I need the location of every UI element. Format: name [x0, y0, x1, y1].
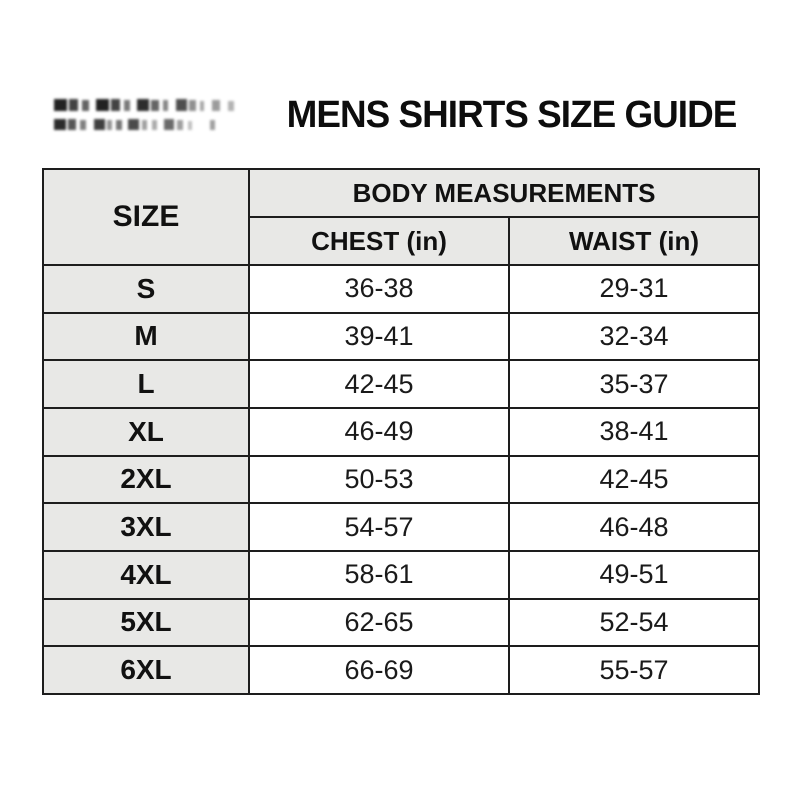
chest-cell: 66-69: [249, 646, 509, 694]
table-row: [43, 551, 759, 599]
page-title: MENS SHIRTS SIZE GUIDE: [286, 93, 737, 136]
chest-cell: 39-41: [249, 313, 509, 361]
size-cell: 2XL: [43, 456, 249, 504]
waist-column-header: WAIST (in): [509, 217, 759, 265]
table-row: [43, 360, 759, 408]
size-guide-table: [42, 168, 760, 695]
waist-cell: 29-31: [509, 265, 759, 313]
size-cell: 3XL: [43, 503, 249, 551]
size-cell: 4XL: [43, 551, 249, 599]
table-group-header-row: [43, 169, 759, 217]
waist-cell: 52-54: [509, 599, 759, 647]
size-cell: 6XL: [43, 646, 249, 694]
size-column-header: SIZE: [43, 169, 249, 265]
chest-column-header: CHEST (in): [249, 217, 509, 265]
table-row: [43, 503, 759, 551]
chest-cell: 62-65: [249, 599, 509, 647]
size-guide-table-container: [42, 168, 758, 695]
waist-cell: 42-45: [509, 456, 759, 504]
chest-cell: 46-49: [249, 408, 509, 456]
size-cell: XL: [43, 408, 249, 456]
table-row: [43, 408, 759, 456]
chest-cell: 50-53: [249, 456, 509, 504]
chest-cell: 42-45: [249, 360, 509, 408]
table-row: [43, 313, 759, 361]
waist-cell: 38-41: [509, 408, 759, 456]
waist-cell: 49-51: [509, 551, 759, 599]
waist-cell: 32-34: [509, 313, 759, 361]
table-row: [43, 265, 759, 313]
size-cell: M: [43, 313, 249, 361]
blurred-brand-logo: [52, 91, 257, 139]
chest-cell: 58-61: [249, 551, 509, 599]
table-row: [43, 456, 759, 504]
waist-cell: 46-48: [509, 503, 759, 551]
table-row: [43, 646, 759, 694]
waist-cell: 35-37: [509, 360, 759, 408]
chest-cell: 54-57: [249, 503, 509, 551]
table-row: [43, 599, 759, 647]
chest-cell: 36-38: [249, 265, 509, 313]
size-cell: L: [43, 360, 249, 408]
body-measurements-header: BODY MEASUREMENTS: [249, 169, 759, 217]
page-header: [52, 84, 748, 146]
waist-cell: 55-57: [509, 646, 759, 694]
size-cell: S: [43, 265, 249, 313]
size-cell: 5XL: [43, 599, 249, 647]
